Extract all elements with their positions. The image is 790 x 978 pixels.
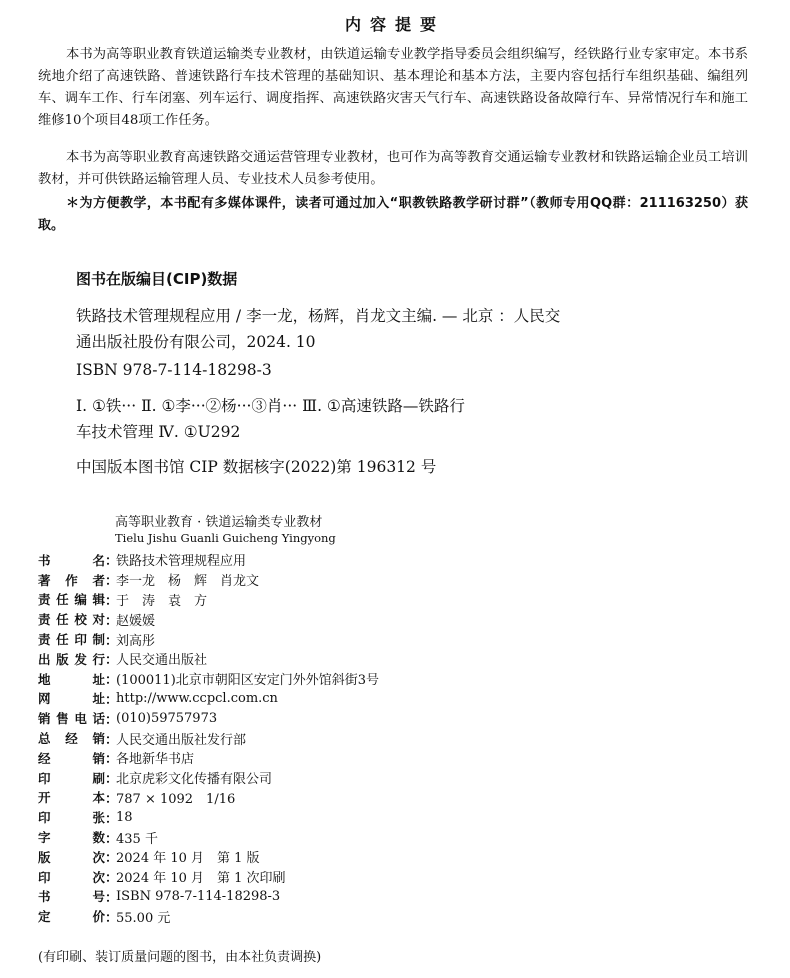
info-colon: ： [105, 574, 119, 590]
info-colon: ： [105, 831, 119, 847]
cip-classification-2: 车技术管理 Ⅳ. ①U292 [76, 423, 241, 441]
info-label: 总 经 销 [38, 731, 105, 747]
info-label: 开 本 [38, 790, 105, 806]
info-colon: ： [105, 613, 119, 629]
info-value: 各地新华书店 [116, 752, 195, 768]
info-row [38, 788, 379, 808]
info-label: 地 址 [38, 671, 105, 687]
info-row [38, 887, 379, 907]
info-value: 北京虎彩文化传播有限公司 [116, 772, 273, 788]
quality-footnote: (有印刷、装订质量问题的图书，由本社负责调换) [38, 950, 322, 965]
copyright-info-list [38, 550, 379, 926]
info-label: 网 址 [38, 691, 105, 707]
info-colon: ： [105, 890, 119, 906]
info-colon: ： [105, 772, 119, 788]
summary-note: ＊为方便教学，本书配有多媒体课件，读者可通过加入“职教铁路教学研讨群”（教师专用QQ群：211163250）获取。 [38, 196, 748, 233]
info-row [38, 550, 379, 570]
info-value: 赵媛媛 [116, 613, 156, 629]
summary-paragraph-2: 本书为高等职业教育高速铁路交通运营管理专业教材，也可作为高等教育交通运输专业教材和铁路运输企业员工培训教材，并可供铁路运输管理人员、专业技术人员参考使用。 [38, 150, 748, 187]
info-label: 定 价 [38, 909, 105, 925]
info-row [38, 867, 379, 887]
cip-line-2: 通出版社股份有限公司，2024. 10 [76, 333, 316, 351]
summary-paragraph-1: 本书为高等职业教育铁道运输类专业教材，由铁道运输专业教学指导委员会组织编写，经铁路行业专家审定。本书系统地介绍了高速铁路、普速铁路行车技术管理的基础知识、基本理论和基本方法，主要内容包括行车组织基础、编组列车、调车工作、行车闭塞、列车运行、调度指挥、高速铁路灾害天气行车、高速铁路设备故障行车、异常情况行车和施工维修10个项目48项工作任务。 [38, 47, 748, 128]
info-value: (010)59757973 [116, 710, 218, 726]
info-colon: ： [105, 692, 119, 708]
info-label: 出 版 发 行 [38, 651, 105, 667]
info-colon: ： [105, 851, 119, 867]
cip-record-number: 中国版本图书馆 CIP 数据核字(2022)第 196312 号 [76, 458, 437, 476]
info-row [38, 708, 379, 728]
info-row [38, 609, 379, 629]
info-value: 2024 年 10 月 第 1 版 [116, 851, 260, 867]
cip-line-1: 铁路技术管理规程应用 / 李一龙，杨辉，肖龙文主编. — 北京 ：人民交 [76, 307, 561, 325]
info-row [38, 768, 379, 788]
info-colon: ： [105, 752, 119, 768]
info-row [38, 847, 379, 867]
info-label: 著 作 者 [38, 572, 105, 588]
cip-title: 图书在版编目(CIP)数据 [76, 270, 238, 288]
info-label: 印 张 [38, 810, 105, 826]
info-colon: ： [105, 871, 119, 887]
info-colon: ： [105, 712, 119, 728]
info-label: 经 销 [38, 750, 105, 766]
info-label: 销 售 电 话 [38, 711, 105, 727]
info-colon: ： [105, 732, 119, 748]
info-value: 2024 年 10 月 第 1 次印刷 [116, 871, 286, 887]
info-colon: ： [105, 593, 119, 609]
info-value: 18 [116, 809, 133, 825]
info-value: 787 × 1092 1/16 [116, 791, 236, 807]
info-colon: ： [105, 791, 119, 807]
info-colon: ： [105, 811, 119, 827]
info-value: 435 千 [116, 831, 158, 847]
info-colon: ： [105, 653, 119, 669]
cip-isbn: ISBN 978-7-114-18298-3 [76, 361, 272, 379]
info-value: ISBN 978-7-114-18298-3 [116, 888, 281, 904]
info-row [38, 590, 379, 610]
info-label: 责 任 校 对 [38, 612, 105, 628]
info-row [38, 689, 379, 709]
info-value: 李一龙 杨 辉 肖龙文 [116, 574, 260, 590]
info-row [38, 629, 379, 649]
info-value: 刘高彤 [116, 633, 156, 649]
info-value: http://www.ccpcl.com.cn [116, 690, 278, 706]
info-value: 人民交通出版社发行部 [116, 732, 247, 748]
info-value: 于 涛 袁 方 [116, 593, 208, 609]
info-row [38, 827, 379, 847]
info-label: 责 任 印 制 [38, 632, 105, 648]
info-row [38, 906, 379, 926]
info-row [38, 649, 379, 669]
info-colon: ： [105, 673, 119, 689]
info-value: 55.00 元 [116, 910, 171, 926]
info-value: (100011)北京市朝阳区安定门外外馆斜街3号 [116, 673, 380, 689]
info-label: 责 任 编 辑 [38, 592, 105, 608]
info-label: 印 次 [38, 869, 105, 885]
info-row [38, 728, 379, 748]
info-label: 字 数 [38, 830, 105, 846]
info-colon: ： [105, 910, 119, 926]
summary-title: 内容提要 [344, 15, 445, 34]
cip-classification-1: Ⅰ. ①铁··· Ⅱ. ①李···②杨···③肖··· Ⅲ. ①高速铁路—铁路行 [76, 397, 465, 415]
info-row [38, 748, 379, 768]
info-label: 版 次 [38, 849, 105, 865]
info-label: 书 名 [38, 552, 105, 568]
title-pinyin: Tielu Jishu Guanli Guicheng Yingyong [115, 531, 336, 545]
info-value: 铁路技术管理规程应用 [116, 554, 247, 570]
info-row [38, 669, 379, 689]
info-value: 人民交通出版社 [116, 653, 208, 669]
info-row [38, 807, 379, 827]
info-label: 印 刷 [38, 770, 105, 786]
info-colon: ： [105, 633, 119, 649]
info-label: 书 号 [38, 889, 105, 905]
info-row [38, 570, 379, 590]
series-name: 高等职业教育 · 铁道运输类专业教材 [115, 515, 323, 530]
info-colon: ： [105, 554, 119, 570]
